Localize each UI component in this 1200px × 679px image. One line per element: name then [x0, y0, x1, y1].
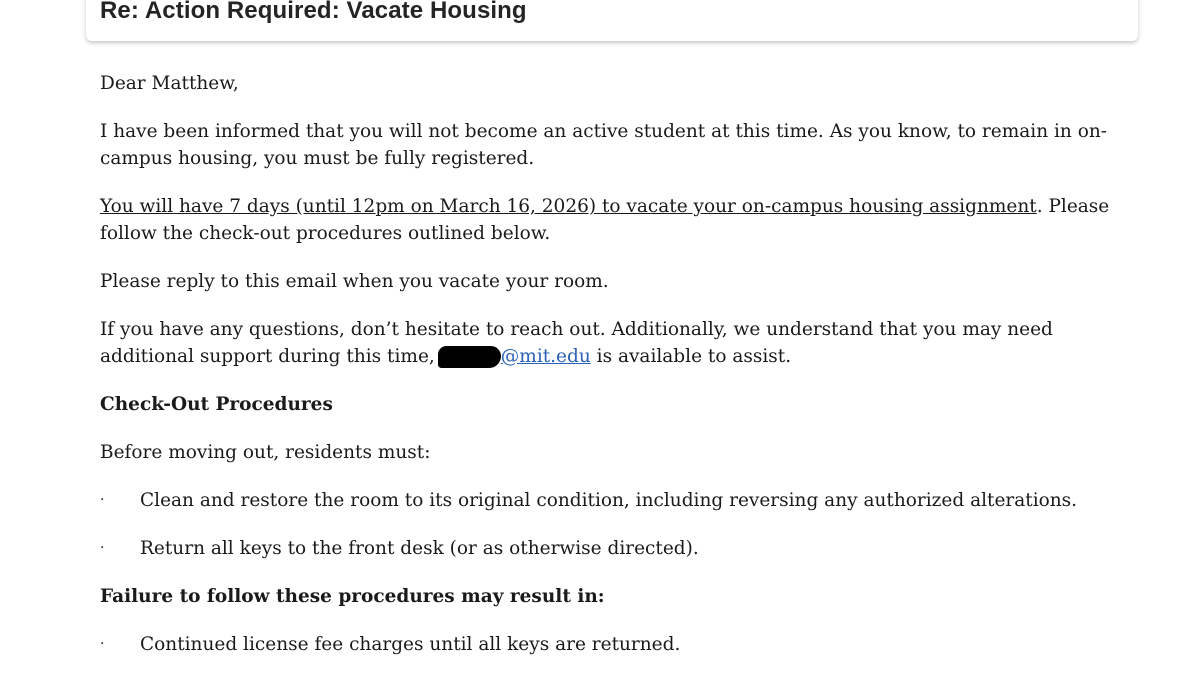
paragraph-deadline: [100, 193, 1150, 247]
list-item: [100, 631, 1150, 658]
email-subject: Re: Action Required: Vacate Housing: [100, 0, 527, 24]
failure-list: [100, 631, 1150, 658]
failure-heading: Failure to follow these procedures may result in:: [100, 586, 605, 607]
support-text: If you have any questions, don’t hesitate to reach out. Additionally, we understand that you may need additional support during this time,: [100, 319, 1053, 367]
list-item-text: Return all keys to the front desk (or as otherwise directed).: [140, 538, 699, 559]
list-item: [100, 487, 1150, 514]
checkout-heading: Check-Out Procedures: [100, 394, 333, 415]
paragraph-reply: Please reply to this email when you vacate your room.: [100, 271, 609, 292]
list-item-text: Clean and restore the room to its original condition, including reversing any authorized alterations.: [140, 490, 1078, 511]
bullet-icon: ·: [100, 540, 105, 556]
paragraph-registration: I have been informed that you will not become an active student at this time. As you know, to remain in on-campus housing, you must be fully registered.: [100, 121, 1108, 169]
deadline-rest: . Please follow the check-out procedures outlined below.: [100, 196, 1110, 244]
email-header: [86, 0, 1138, 41]
paragraph-support: [100, 316, 1150, 370]
redacted-username: [438, 346, 501, 368]
support-text-end: is available to assist.: [590, 346, 792, 367]
support-email-link[interactable]: @mit.edu: [500, 346, 591, 367]
list-item-text: Continued license fee charges until all keys are returned.: [140, 634, 681, 655]
list-item: [100, 535, 1150, 562]
deadline-underlined: You will have 7 days (until 12pm on March 16, 2026) to vacate your on-campus housing assignment: [100, 196, 1037, 217]
bullet-icon: ·: [100, 636, 105, 652]
bullet-icon: ·: [100, 492, 105, 508]
checkout-list: [100, 487, 1150, 562]
checkout-intro: Before moving out, residents must:: [100, 442, 431, 463]
greeting: Dear Matthew,: [100, 73, 239, 94]
email-body: [100, 70, 1150, 679]
